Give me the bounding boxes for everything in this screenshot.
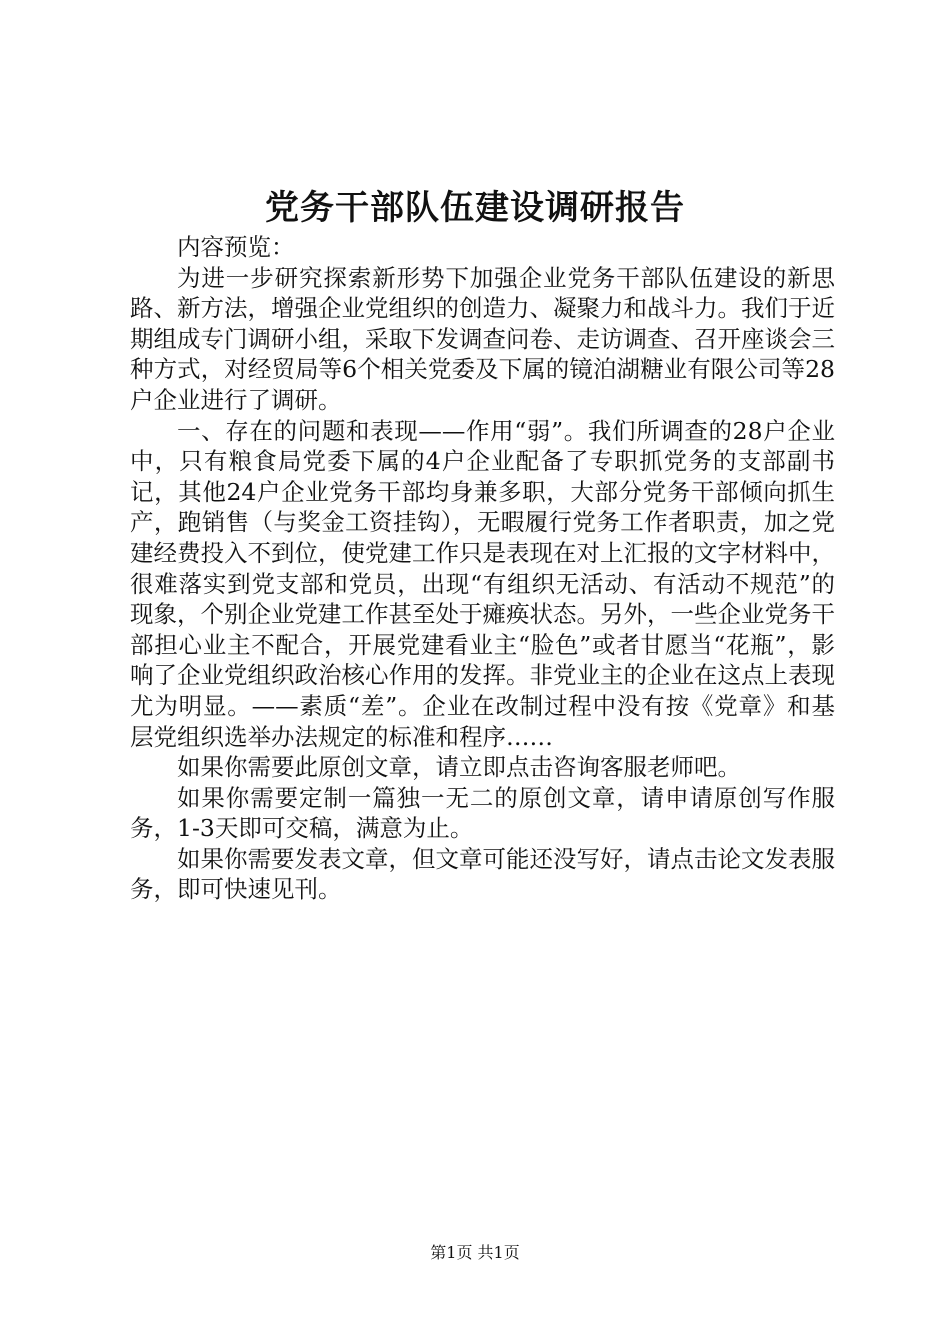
preview-label: 内容预览： — [177, 233, 295, 261]
paragraph-intro: 为进一步研究探索新形势下加强企业党务干部队伍建设的新思路、新方法，增强企业党组织的创造力、凝聚力和战斗力。我们于近期组成专门调研小组，采取下发调查问卷、走访调查、召开座谈会三种方式，对经贸局等6个相关党委及下属的镜泊湖糖业有限公司等28户企业进行了调研。 — [130, 263, 835, 414]
document-title: 党务干部队伍建设调研报告 — [265, 188, 685, 228]
page-number-footer: 第1页 共1页 — [430, 1243, 520, 1262]
paragraph-consult: 如果你需要此原创文章，请立即点击咨询客服老师吧。 — [177, 753, 741, 782]
paragraph-custom-writing: 如果你需要定制一篇独一无二的原创文章，请申请原创写作服务，1-3天即可交稿，满意为止。 — [130, 783, 835, 843]
document-body — [130, 232, 835, 905]
paragraph-publishing: 如果你需要发表文章，但文章可能还没写好，请点击论文发表服务，即可快速见刊。 — [130, 844, 835, 904]
paragraph-problems: 一、存在的问题和表现——作用“弱”。我们所调查的28户企业中，只有粮食局党委下属的4户企业配备了专职抓党务的支部副书记，其他24户企业党务干部均身兼多职，大部分党务干部倾向抓生产，跑销售（与奖金工资挂钩），无暇履行党务工作者职责，加之党建经费投入不到位，使党建工作只是表现在对上汇报的文字材料中，很难落实到党支部和党员，出现“有组织无活动、有活动不规范”的现象，个别企业党建工作甚至处于瘫痪状态。另外，一些企业党务干部担心业主不配合，开展党建看业主“脸色”或者甘愿当“花瓶”，影响了企业党组织政治核心作用的发挥。非党业主的企业在这点上表现尤为明显。——素质“差”。企业在改制过程中没有按《党章》和基层党组织选举办法规定的标准和程序…… — [130, 416, 835, 751]
